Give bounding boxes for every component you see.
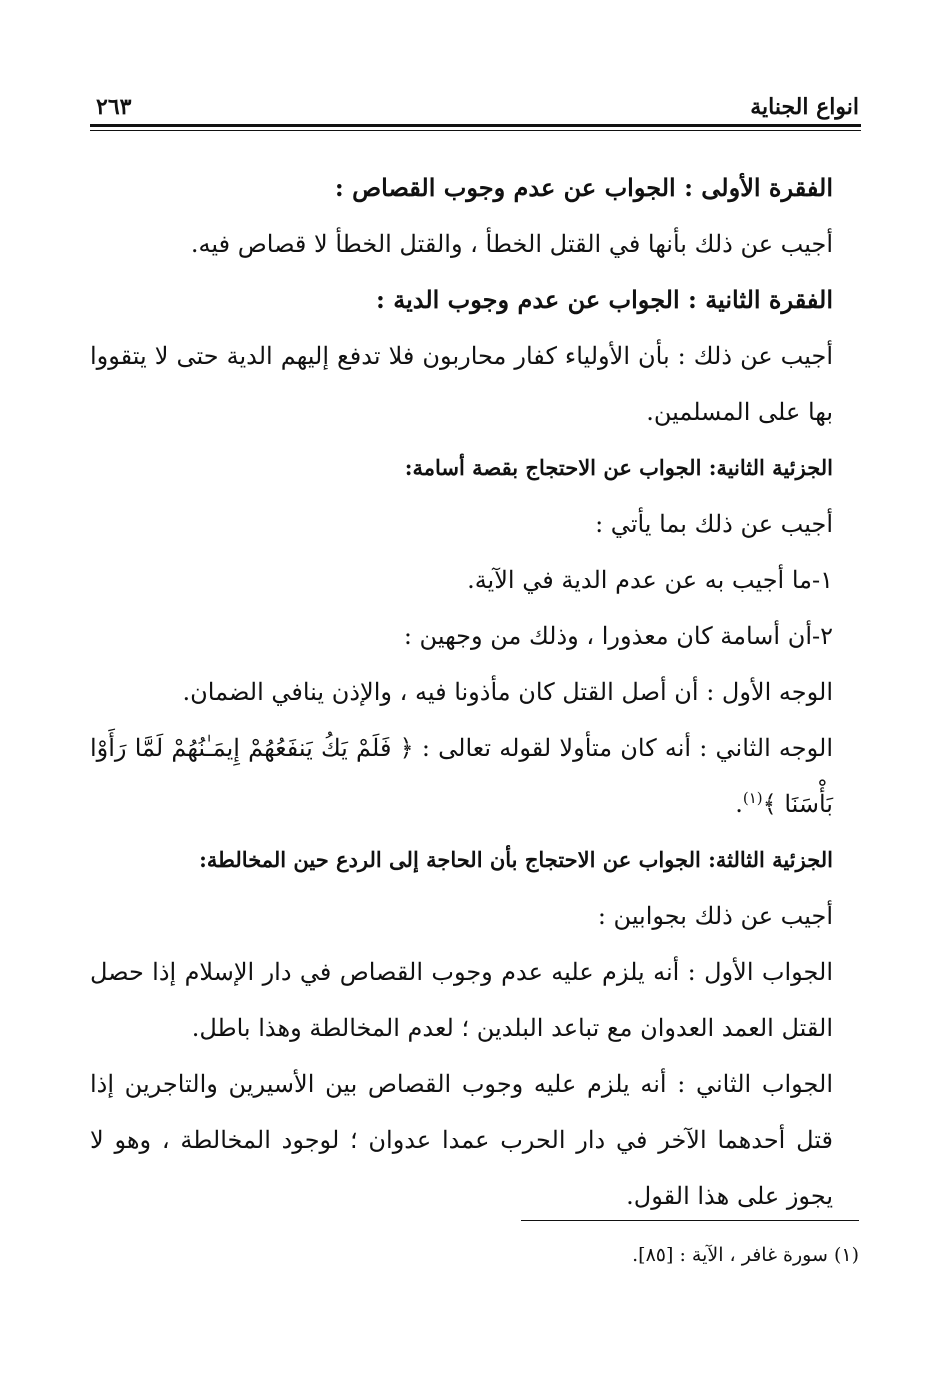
footnote: (١) سورة غافر ، الآية : [٨٥]. [632,1244,859,1266]
body-text [90,160,833,1224]
header-rule-thick [90,124,861,127]
subsection-heading: الجزئية الثانية: الجواب عن الاحتجاج بقصة أسامة: [404,455,833,480]
footnote-separator [521,1220,859,1221]
running-header [92,92,859,126]
list-item: ١-ما أجيب به عن عدم الدية في الآية. [467,566,833,594]
paragraph: الوجه الأول : أن أصل القتل كان مأذونا فيه ، والإذن ينافي الضمان. [182,678,833,706]
footnote-reference: (١) [742,789,763,807]
paragraph: أجيب عن ذلك بما يأتي : [595,510,833,538]
header-rule-thin [90,130,861,131]
list-item: ٢-أن أسامة كان معذورا ، وذلك من وجهين : [403,622,833,650]
paragraph: أجيب عن ذلك بأنها في القتل الخطأ ، والقتل الخطأ لا قصاص فيه. [190,230,833,258]
page-number: ٢٦٣ [96,94,132,120]
sentence-end: . [735,790,743,818]
paragraph: أجيب عن ذلك بجوابين : [597,902,833,930]
section-heading: الفقرة الثانية : الجواب عن عدم وجوب الدية : [375,285,833,314]
quran-quote-text: الوجه الثاني : أنه كان متأولا لقوله تعالى : ﴿ فَلَمْ يَكُ يَنفَعُهُمْ إِيمَـٰنُهُمْ لَمَّا رَأَوْا بَأْسَنَا ﴾ [90,734,833,818]
paragraph: أجيب عن ذلك : بأن الأولياء كفار محاربون فلا تدفع إليهم الدية حتى لا يتقووا بها على المسلمين. [90,342,833,426]
paragraph-with-quran-quote [90,720,833,832]
chapter-title: انواع الجناية [750,94,859,120]
subsection-heading: الجزئية الثالثة: الجواب عن الاحتجاج بأن الحاجة إلى الردع حين المخالطة: [199,847,833,872]
paragraph: الجواب الأول : أنه يلزم عليه عدم وجوب القصاص في دار الإسلام إذا حصل القتل العمد العدوان مع تباعد البلدين ؛ لعدم المخالطة وهذا باطل. [90,958,833,1042]
paragraph: الجواب الثاني : أنه يلزم عليه وجوب القصاص بين الأسيرين والتاجرين إذا قتل أحدهما الآخر في دار الحرب عمدا عدوان ؛ لوجود المخالطة ، وهو لا يجوز على هذا القول. [90,1070,833,1210]
section-heading: الفقرة الأولى : الجواب عن عدم وجوب القصاص : [334,173,833,202]
